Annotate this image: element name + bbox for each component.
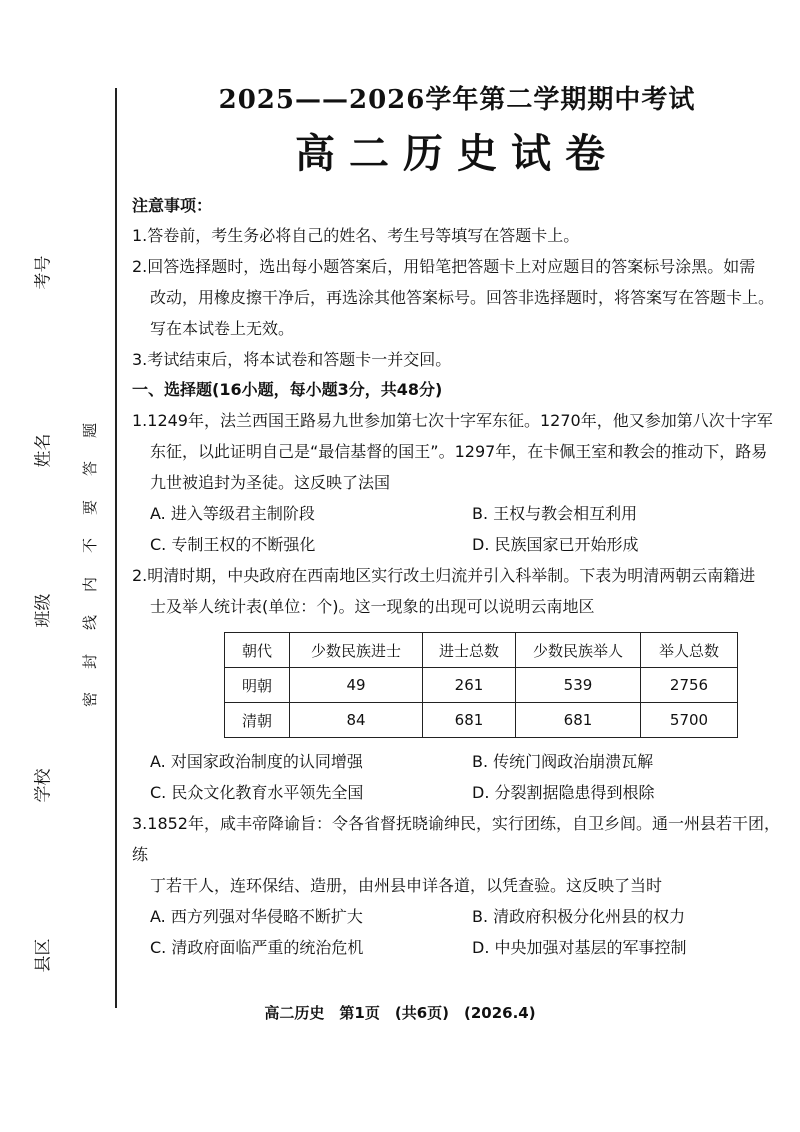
option-c: C. 清政府面临严重的统治危机 [150,938,364,957]
binding-line [115,88,117,1008]
notice-item: 1.答卷前，考生务必将自己的姓名、考生号等填写在答题卡上。 [132,226,580,245]
seal-char: 要 [81,499,100,515]
option-d: D. 分裂割据隐患得到根除 [472,783,655,802]
question-3 [132,808,782,963]
table-cell: 5700 [641,703,738,738]
option-b: B. 清政府积极分化州县的权力 [472,907,686,926]
option-a: A. 进入等级君主制阶段 [150,504,315,523]
notice-item: 3.考试结束后，将本试卷和答题卡一并交回。 [132,350,452,369]
question-stem: 2.明清时期，中央政府在西南地区实行改土归流并引入科举制。下表为明清两朝云南籍进 [132,566,756,585]
table-cell: 明朝 [225,668,290,703]
statistics-table [224,632,738,738]
margin-label-name: 姓名 [33,433,54,468]
question-stem: 3.1852年，咸丰帝降谕旨：令各省督抚晓谕绅民，实行团练，自卫乡闾。通一州县若干团，练 [132,814,780,864]
notice-heading: 注意事项： [132,196,213,215]
option-list [132,746,782,808]
table-cell: 2756 [641,668,738,703]
table-row [225,668,738,703]
table-cell: 49 [290,668,423,703]
table-cell: 清朝 [225,703,290,738]
option-d: D. 中央加强对基层的军事控制 [472,938,687,957]
seal-char: 答 [81,461,100,477]
section-heading: 一、选择题(16小题，每小题3分，共48分) [132,380,443,399]
option-b: B. 王权与教会相互利用 [472,504,638,523]
page-footer: 高二历史 第1页 (共6页) (2026.4) [264,1004,536,1022]
paper-title: 高二历史试卷 [295,130,619,177]
option-list [132,498,782,560]
option-a: A. 西方列强对华侵略不断扩大 [150,907,363,926]
option-list [132,901,782,963]
table-header: 少数民族进士 [290,633,423,668]
seal-char: 不 [81,538,100,554]
option-c: C. 专制王权的不断强化 [150,535,316,554]
seal-char: 密 [81,691,100,707]
option-b: B. 传统门阀政治崩溃瓦解 [472,752,654,771]
question-stem: 东征，以此证明自己是“最信基督的国王”。1297年，在卡佩王室和教会的推动下，路易 [150,442,768,461]
option-c: C. 民众文化教育水平领先全国 [150,783,364,802]
question-stem: 1.1249年，法兰西国王路易九世参加第七次十字军东征。1270年，他又参加第八次十字军 [132,411,773,430]
option-a: A. 对国家政治制度的认同增强 [150,752,363,771]
table-cell: 539 [516,668,641,703]
table-header: 举人总数 [641,633,738,668]
margin-label-school: 学校 [33,768,54,803]
exam-title: 2025——2026学年第二学期期中考试 [218,85,696,115]
seal-line-notice [78,420,102,710]
notice-item-continued: 改动，用橡皮擦干净后，再选涂其他答案标号。回答非选择题时，将答案写在答题卡上。 [150,288,775,307]
option-d: D. 民族国家已开始形成 [472,535,639,554]
table-header-row [225,633,738,668]
question-stem: 九世被追封为圣徒。这反映了法国 [150,473,391,492]
table-cell: 261 [423,668,516,703]
seal-char: 内 [81,576,100,592]
seal-char: 线 [81,615,100,631]
table-cell: 681 [423,703,516,738]
seal-char: 封 [81,653,100,669]
margin-label-class: 班级 [33,593,54,628]
exam-content [132,82,782,963]
table-header: 少数民族举人 [516,633,641,668]
seal-char: 题 [81,422,100,439]
notice-item-continued: 写在本试卷上无效。 [150,319,295,338]
question-stem: 丁若干人，连环保结、造册，由州县申详各道，以凭查验。这反映了当时 [150,876,663,895]
question-2 [132,560,782,808]
question-1 [132,405,782,560]
table-cell: 681 [516,703,641,738]
margin-label-district: 县区 [33,938,54,973]
notice-item: 2.回答选择题时，选出每小题答案后，用铅笔把答题卡上对应题目的答案标号涂黑。如需 [132,257,756,276]
table-header: 进士总数 [423,633,516,668]
table-row [225,703,738,738]
table-header: 朝代 [225,633,290,668]
margin-label-exam-number: 考号 [33,255,54,290]
table-cell: 84 [290,703,423,738]
question-stem: 士及举人统计表(单位：个)。这一现象的出现可以说明云南地区 [150,597,595,616]
